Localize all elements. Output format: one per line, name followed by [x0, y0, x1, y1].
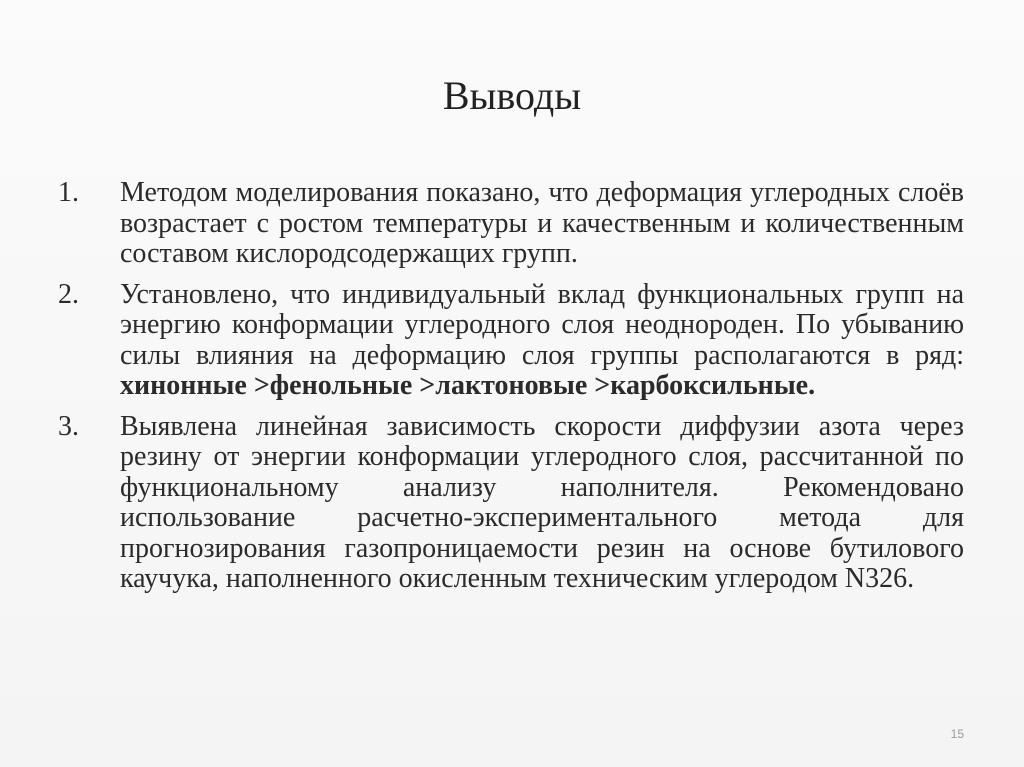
list-item — [58, 178, 964, 270]
item-text: Методом моделирования показано, что деформация углеродных слоёв возрастает с ростом температуры и качественным и количественным составом кислородсодержащих групп. — [120, 177, 964, 269]
item-text: Установлено, что индивидуальный вклад функциональных групп на энергию конформации углеродного слоя неоднороден. По убыванию силы влияния на деформацию слоя группы располагаются в ряд: — [120, 278, 964, 371]
item-number: 1. — [58, 177, 79, 208]
item-number: 3. — [58, 410, 79, 442]
conclusions-list — [58, 178, 964, 605]
page-number: 15 — [950, 727, 964, 741]
slide-title: Выводы — [442, 73, 582, 118]
item-text: Выявлена линейная зависимость скорости диффузии азота через резину от энергии конформации углеродного слоя, рассчитанной по функциональному анализу наполнителя. Рекомендовано использование расчетно-экспериментального метода для прогнозирования газопроницаемости резин на основе бутилового каучука, наполненного окисленным техническим углеродом N326. — [120, 410, 964, 594]
item-number: 2. — [58, 278, 79, 310]
list-item — [58, 412, 964, 595]
list-item — [58, 280, 964, 402]
item-bold-text: хинонные >фенольные >лактоновые >карбоксильные. — [120, 370, 816, 401]
